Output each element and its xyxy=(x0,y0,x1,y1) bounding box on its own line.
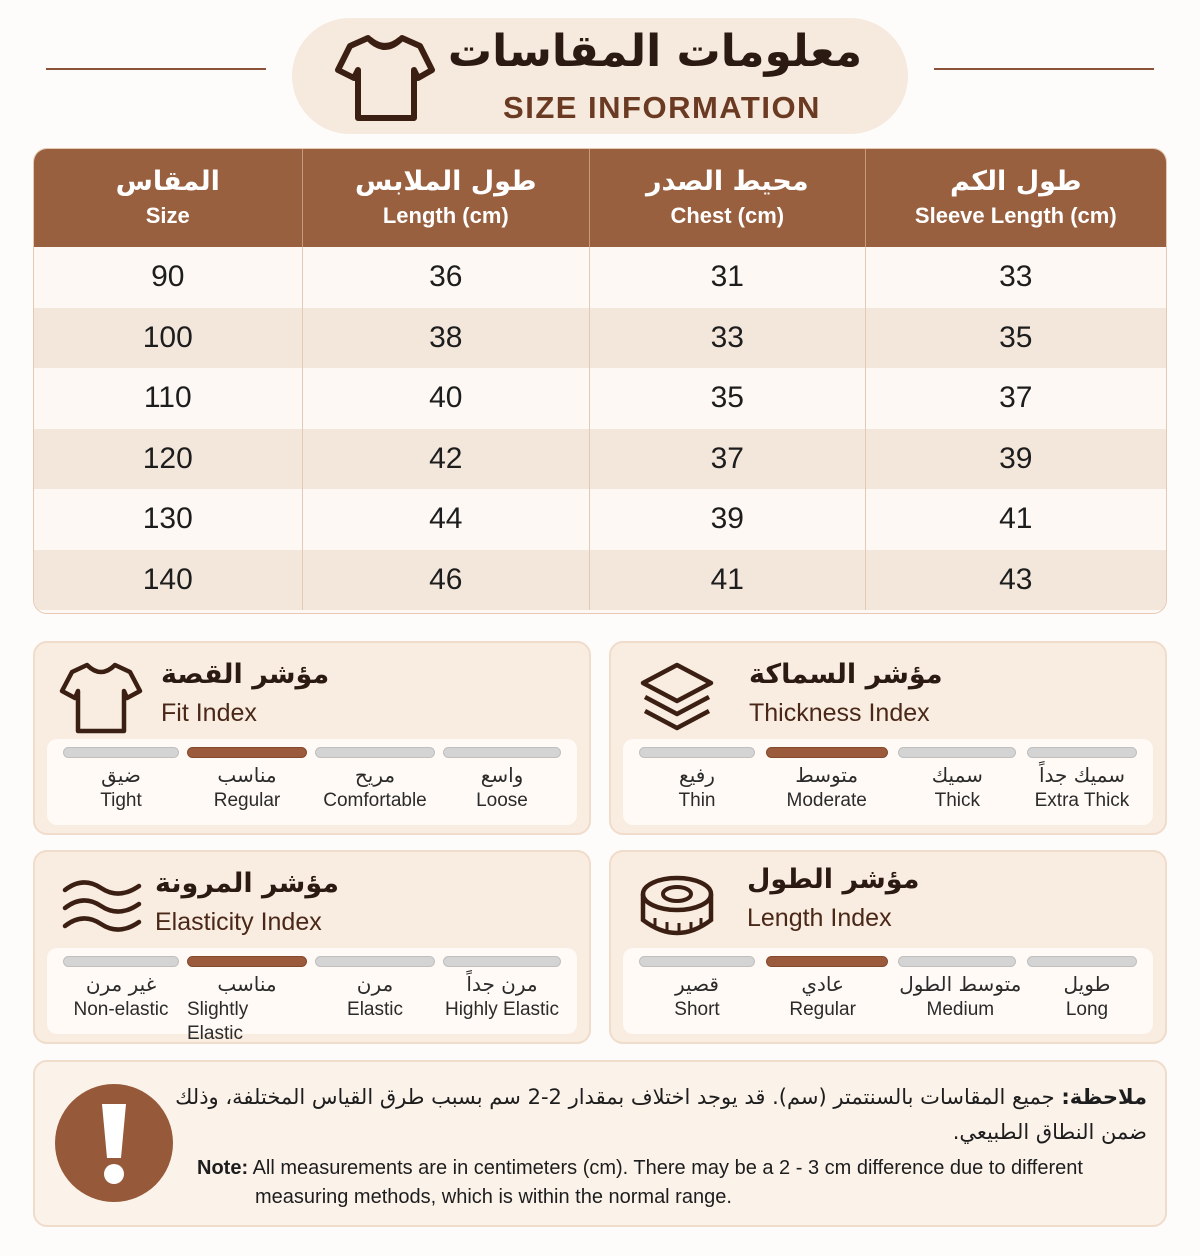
cell-length: 46 xyxy=(303,550,591,611)
header-label-en: Sleeve Length (cm) xyxy=(914,203,1117,228)
index-bar xyxy=(63,956,179,967)
option-label-en: Short xyxy=(674,999,720,1020)
index-bar xyxy=(898,956,1016,967)
option-label-en: Elastic xyxy=(347,999,403,1020)
index-bar-active xyxy=(766,956,888,967)
option-label-ar: ضيق xyxy=(101,763,141,787)
table-row xyxy=(34,550,1166,611)
index-bar xyxy=(639,747,755,758)
cell-size: 140 xyxy=(34,550,303,611)
table-row xyxy=(34,247,1166,308)
option-label-en: Comfortable xyxy=(323,790,427,811)
index-bars xyxy=(639,747,1137,759)
measurement-note xyxy=(33,1060,1167,1227)
cell-sleeve: 39 xyxy=(999,441,1033,475)
note-body-en-line1: All measurements are in centimeters (cm). There may be a 2 - 3 cm difference due to different xyxy=(248,1157,1083,1179)
header-label-ar: المقاس xyxy=(115,166,220,197)
card-title-ar: مؤشر الطول xyxy=(747,864,920,895)
cell-sleeve: 37 xyxy=(999,381,1033,415)
table-row xyxy=(34,429,1166,490)
header-label-en: Chest (cm) xyxy=(670,203,785,228)
cell-chest: 33 xyxy=(590,308,866,369)
index-bar-active xyxy=(766,747,888,758)
index-option xyxy=(63,761,179,821)
cell-size: 120 xyxy=(34,429,303,490)
index-option xyxy=(315,970,435,1030)
index-bar xyxy=(639,956,755,967)
index-labels xyxy=(63,970,561,1044)
header-label-en: Length (cm) xyxy=(382,203,509,228)
cell-sleeve: 43 xyxy=(999,562,1033,596)
index-labels xyxy=(639,761,1137,821)
card-title-en: Length Index xyxy=(747,904,892,932)
cell-length: 44 xyxy=(303,489,591,550)
index-option xyxy=(898,761,1016,821)
page-title-english: SIZE INFORMATION xyxy=(503,90,821,125)
option-label-ar: مريح xyxy=(354,763,396,787)
option-label-en: Thin xyxy=(678,790,716,811)
option-label-en: Regular xyxy=(789,999,856,1020)
header-label-ar: طول الملابس xyxy=(355,166,537,197)
index-bar xyxy=(898,747,1016,758)
option-label-ar: رفيع xyxy=(679,763,715,787)
index-bar xyxy=(63,747,179,758)
cell-sleeve: 33 xyxy=(999,260,1033,294)
cell-size: 130 xyxy=(34,489,303,550)
card-title-en: Elasticity Index xyxy=(155,908,322,936)
index-option xyxy=(890,970,1030,1030)
option-label-ar: سميك xyxy=(931,763,983,787)
index-bars xyxy=(639,956,1137,968)
option-label-ar: طويل xyxy=(1063,972,1111,996)
card-title-en: Thickness Index xyxy=(749,699,930,727)
header-label-ar: محيط الصدر xyxy=(645,166,809,197)
cell-size: 110 xyxy=(34,368,303,429)
cell-size: 90 xyxy=(34,247,303,308)
option-label-ar: متوسط الطول xyxy=(899,972,1022,996)
cell-chest: 35 xyxy=(590,368,866,429)
fit-index-card xyxy=(33,641,591,835)
table-row xyxy=(34,368,1166,429)
cell-length: 40 xyxy=(303,368,591,429)
tshirt-icon xyxy=(334,30,436,124)
index-labels xyxy=(63,761,561,821)
note-text-ar xyxy=(167,1080,1147,1150)
card-title-en: Fit Index xyxy=(161,699,257,727)
index-bars xyxy=(63,747,561,759)
index-option xyxy=(639,761,755,821)
option-label-ar: سميك جداً xyxy=(1038,763,1125,787)
option-label-en: Regular xyxy=(213,790,281,811)
option-label-en: Medium xyxy=(926,999,995,1020)
option-label-en: Slightly Elastic xyxy=(187,999,249,1044)
header-sleeve xyxy=(866,149,1166,247)
header-size xyxy=(34,149,303,247)
index-option xyxy=(443,761,561,821)
table-row xyxy=(34,489,1166,550)
index-labels xyxy=(639,970,1137,1030)
cell-length: 36 xyxy=(303,247,591,308)
card-title-ar: مؤشر القصة xyxy=(161,659,330,690)
index-bar xyxy=(443,747,561,758)
size-table xyxy=(33,148,1167,614)
index-bars xyxy=(63,956,561,968)
cell-chest: 39 xyxy=(590,489,866,550)
option-label-ar: قصير xyxy=(675,972,719,996)
measuring-tape-icon xyxy=(635,868,719,944)
elasticity-index-card xyxy=(33,850,591,1044)
table-row xyxy=(34,308,1166,369)
option-label-ar: عادي xyxy=(801,972,844,996)
option-label-ar: واسع xyxy=(480,763,524,787)
index-option xyxy=(63,970,179,1030)
page-title-arabic: معلومات المقاسات xyxy=(447,26,863,77)
index-option xyxy=(766,761,888,821)
note-label-en: Note: xyxy=(197,1157,249,1179)
thickness-index-card xyxy=(609,641,1167,835)
index-option xyxy=(187,970,307,1044)
waves-icon xyxy=(59,868,143,944)
card-title-ar: مؤشر السماكة xyxy=(749,659,943,690)
note-text-en xyxy=(197,1154,1097,1212)
index-option xyxy=(1027,761,1137,821)
option-label-ar: متوسط xyxy=(795,763,859,787)
index-bar xyxy=(1027,956,1137,967)
index-bar xyxy=(315,956,435,967)
option-label-ar: مناسب xyxy=(217,972,277,996)
option-label-en: Non-elastic xyxy=(73,999,169,1020)
table-body xyxy=(34,247,1166,610)
option-label-en: Loose xyxy=(476,790,528,811)
header-divider-right xyxy=(934,68,1154,70)
index-bar-active xyxy=(187,956,307,967)
header-label-ar: طول الكم xyxy=(950,166,1082,197)
index-option xyxy=(187,761,307,821)
cell-chest: 41 xyxy=(590,550,866,611)
index-option xyxy=(639,970,755,1030)
option-label-ar: غير مرن xyxy=(85,972,157,996)
index-scale xyxy=(47,948,577,1044)
card-title-ar: مؤشر المرونة xyxy=(155,868,339,899)
option-label-ar: مناسب xyxy=(217,763,277,787)
note-label-ar: ملاحظة: xyxy=(1061,1085,1147,1109)
layers-icon xyxy=(635,659,719,735)
note-body-ar: جميع المقاسات بالسنتمتر (سم). قد يوجد اختلاف بمقدار 2-2 سم بسبب طرق القياس المختلفة، وذلك ضمن النطاق الطبيعي. xyxy=(175,1085,1147,1144)
header-chest xyxy=(590,149,866,247)
index-scale xyxy=(623,739,1153,825)
cell-sleeve: 41 xyxy=(999,502,1033,536)
cell-length: 42 xyxy=(303,429,591,490)
cell-sleeve: 35 xyxy=(999,320,1033,354)
option-label-en: Thick xyxy=(934,790,981,811)
index-option xyxy=(315,761,435,821)
option-label-en: Tight xyxy=(100,790,142,811)
index-scale xyxy=(47,739,577,825)
option-label-en: Moderate xyxy=(786,790,867,811)
index-bar xyxy=(443,956,561,967)
option-label-en: Extra Thick xyxy=(1034,790,1130,811)
cell-size: 100 xyxy=(34,308,303,369)
header-divider-left xyxy=(46,68,266,70)
exclamation-icon xyxy=(55,1084,173,1202)
index-bar xyxy=(315,747,435,758)
option-label-en: Long xyxy=(1065,999,1109,1020)
cell-chest: 31 xyxy=(590,247,866,308)
index-option xyxy=(1037,970,1137,1030)
tshirt-icon xyxy=(59,659,143,735)
index-bar-active xyxy=(187,747,307,758)
table-header xyxy=(34,149,1166,247)
option-label-ar: مرن xyxy=(356,972,394,996)
length-index-card xyxy=(609,850,1167,1044)
index-option xyxy=(762,970,884,1030)
header-label-en: Size xyxy=(145,203,190,228)
header-length xyxy=(303,149,591,247)
index-scale xyxy=(623,948,1153,1034)
note-body-en-line2: measuring methods, which is within the normal range. xyxy=(255,1186,732,1208)
option-label-en: Highly Elastic xyxy=(444,999,560,1020)
cell-length: 38 xyxy=(303,308,591,369)
cell-chest: 37 xyxy=(590,429,866,490)
index-option xyxy=(443,970,561,1030)
option-label-ar: مرن جداً xyxy=(466,972,538,996)
index-bar xyxy=(1027,747,1137,758)
